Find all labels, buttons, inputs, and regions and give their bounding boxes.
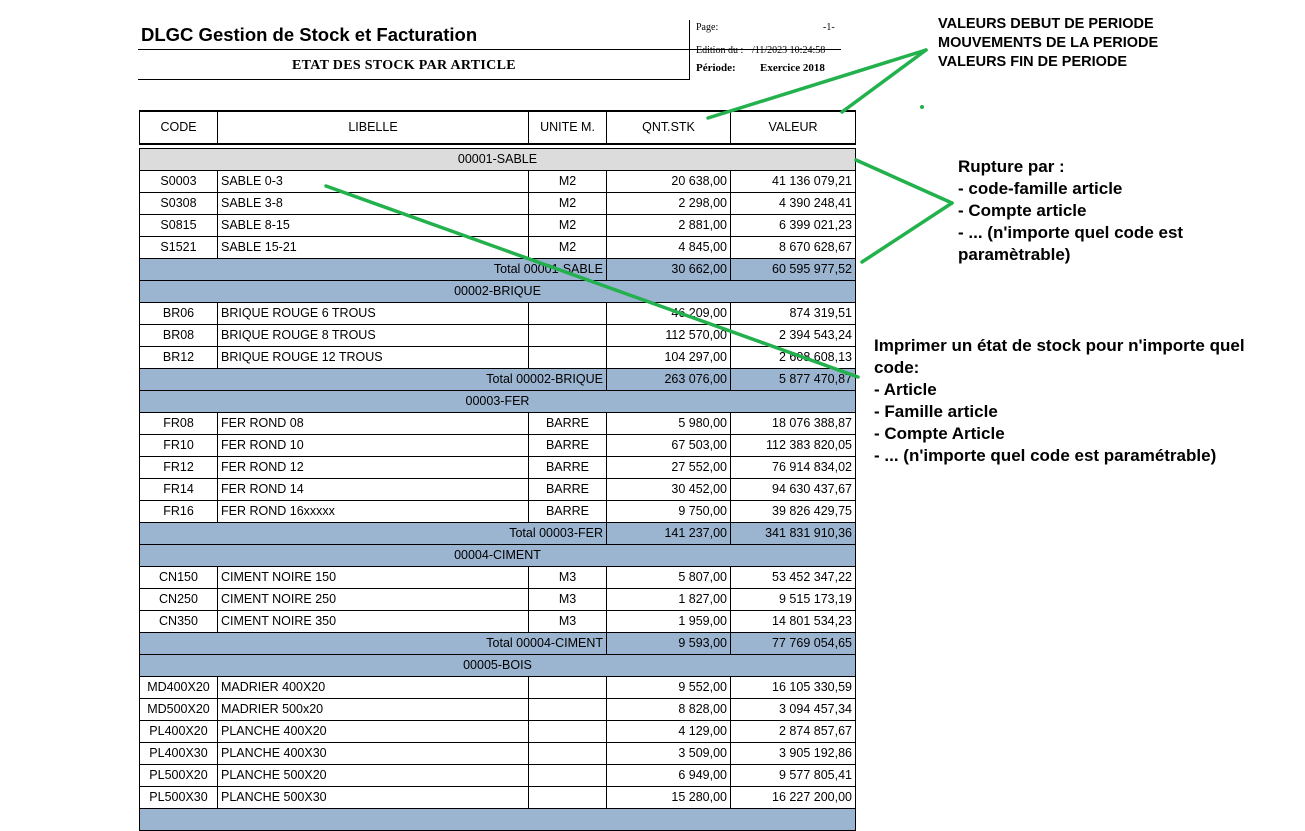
header-libelle: LIBELLE <box>218 111 529 144</box>
arrow-dot <box>920 105 924 109</box>
total-label: Total 00002-BRIQUE <box>140 369 607 391</box>
cell-qnt: 30 452,00 <box>607 479 731 501</box>
cell-qnt: 8 828,00 <box>607 699 731 721</box>
cell-valeur: 18 076 388,87 <box>731 413 856 435</box>
edition-date: /11/2023 10:24:58 <box>752 45 826 56</box>
cell-code: BR06 <box>140 303 218 325</box>
cell-unite: M2 <box>529 193 607 215</box>
cell-unite: BARRE <box>529 479 607 501</box>
cell-unite: M3 <box>529 567 607 589</box>
cell-libelle: MADRIER 500x20 <box>218 699 529 721</box>
cell-unite: M3 <box>529 589 607 611</box>
total-qnt: 141 237,00 <box>607 523 731 545</box>
group-label: 00005-BOIS <box>140 655 856 677</box>
cell-qnt: 2 298,00 <box>607 193 731 215</box>
cell-valeur: 94 630 437,67 <box>731 479 856 501</box>
total-qnt: 9 593,00 <box>607 633 731 655</box>
cell-code: PL400X30 <box>140 743 218 765</box>
cell-libelle: CIMENT NOIRE 250 <box>218 589 529 611</box>
cell-code: CN150 <box>140 567 218 589</box>
cell-code: S1521 <box>140 237 218 259</box>
total-valeur: 60 595 977,52 <box>731 259 856 281</box>
cell-qnt: 104 297,00 <box>607 347 731 369</box>
group-label: 00003-FER <box>140 391 856 413</box>
cell-qnt: 46 209,00 <box>607 303 731 325</box>
cell-libelle: SABLE 3-8 <box>218 193 529 215</box>
total-valeur: 341 831 910,36 <box>731 523 856 545</box>
cell-qnt: 2 881,00 <box>607 215 731 237</box>
cell-libelle: FER ROND 14 <box>218 479 529 501</box>
cell-code: FR16 <box>140 501 218 523</box>
cell-valeur: 3 905 192,86 <box>731 743 856 765</box>
header-code: CODE <box>140 111 218 144</box>
cell-unite: M2 <box>529 171 607 193</box>
cell-qnt: 6 949,00 <box>607 765 731 787</box>
cell-valeur: 16 105 330,59 <box>731 677 856 699</box>
cell-qnt: 4 129,00 <box>607 721 731 743</box>
cell-unite: BARRE <box>529 435 607 457</box>
group-label: 00004-CIMENT <box>140 545 856 567</box>
cell-libelle: BRIQUE ROUGE 6 TROUS <box>218 303 529 325</box>
cell-libelle: BRIQUE ROUGE 8 TROUS <box>218 325 529 347</box>
cell-qnt: 15 280,00 <box>607 787 731 809</box>
total-label: Total 00001-SABLE <box>140 259 607 281</box>
cell-libelle: FER ROND 16xxxxx <box>218 501 529 523</box>
cell-valeur: 53 452 347,22 <box>731 567 856 589</box>
annotation-line: - ... (n'importe quel code est <box>958 223 1184 242</box>
cell-code: FR08 <box>140 413 218 435</box>
cell-valeur: 4 390 248,41 <box>731 193 856 215</box>
cell-qnt: 112 570,00 <box>607 325 731 347</box>
cell-valeur: 8 670 628,67 <box>731 237 856 259</box>
total-label: Total 00003-FER <box>140 523 607 545</box>
page-number: -1- <box>823 22 835 33</box>
cell-qnt: 9 552,00 <box>607 677 731 699</box>
arrow-line-imprimer <box>326 186 858 377</box>
cell-qnt: 67 503,00 <box>607 435 731 457</box>
annotation-rupture <box>958 156 1183 266</box>
cell-libelle: MADRIER 400X20 <box>218 677 529 699</box>
annotation-valeurs <box>938 15 1158 72</box>
cell-qnt: 5 980,00 <box>607 413 731 435</box>
cell-libelle: SABLE 15-21 <box>218 237 529 259</box>
annotation-line: Imprimer un état de stock pour n'importe quel <box>874 336 1245 355</box>
cell-unite: M3 <box>529 611 607 633</box>
page-label: Page: <box>696 22 719 33</box>
cell-code: CN250 <box>140 589 218 611</box>
cell-valeur: 16 227 200,00 <box>731 787 856 809</box>
cell-libelle: PLANCHE 400X20 <box>218 721 529 743</box>
cell-libelle: PLANCHE 500X30 <box>218 787 529 809</box>
cell-valeur: 874 319,51 <box>731 303 856 325</box>
cell-code: PL500X30 <box>140 787 218 809</box>
annotation-line: - Compte Article <box>874 424 1005 443</box>
cell-libelle: FER ROND 10 <box>218 435 529 457</box>
annotation-line: - ... (n'importe quel code est paramétrable) <box>874 446 1217 465</box>
cell-valeur: 76 914 834,02 <box>731 457 856 479</box>
annotation-line: paramètrable) <box>958 245 1071 264</box>
annotation-imprimer <box>874 335 1245 467</box>
cell-libelle: BRIQUE ROUGE 12 TROUS <box>218 347 529 369</box>
group-label: 00002-BRIQUE <box>140 281 856 303</box>
arrow-line-valeur <box>842 50 926 112</box>
cell-libelle: SABLE 8-15 <box>218 215 529 237</box>
group-label: 00001-SABLE <box>140 149 856 171</box>
cell-code: MD400X20 <box>140 677 218 699</box>
cell-unite: BARRE <box>529 457 607 479</box>
cell-unite: M2 <box>529 237 607 259</box>
cell-code: MD500X20 <box>140 699 218 721</box>
app-title: DLGC Gestion de Stock et Facturation <box>141 24 478 45</box>
cell-valeur: 9 515 173,19 <box>731 589 856 611</box>
header-valeur: VALEUR <box>731 111 856 144</box>
cell-libelle: FER ROND 08 <box>218 413 529 435</box>
total-valeur: 77 769 054,65 <box>731 633 856 655</box>
periode-label: Période: <box>696 62 736 74</box>
cell-valeur: 2 394 543,24 <box>731 325 856 347</box>
cell-code: S0815 <box>140 215 218 237</box>
cell-qnt: 20 638,00 <box>607 171 731 193</box>
cell-code: FR14 <box>140 479 218 501</box>
cell-qnt: 27 552,00 <box>607 457 731 479</box>
annotation-line: MOUVEMENTS DE LA PERIODE <box>938 35 1159 51</box>
cell-qnt: 4 845,00 <box>607 237 731 259</box>
total-qnt: 263 076,00 <box>607 369 731 391</box>
cell-code: CN350 <box>140 611 218 633</box>
cell-libelle: PLANCHE 400X30 <box>218 743 529 765</box>
cell-valeur: 41 136 079,21 <box>731 171 856 193</box>
cell-code: S0003 <box>140 171 218 193</box>
arrow-line-rupture-top <box>856 160 952 203</box>
cell-unite: BARRE <box>529 501 607 523</box>
annotation-line: VALEURS FIN DE PERIODE <box>938 54 1128 70</box>
cell-qnt: 3 509,00 <box>607 743 731 765</box>
cell-libelle: FER ROND 12 <box>218 457 529 479</box>
annotation-line: VALEURS DEBUT DE PERIODE <box>938 16 1154 32</box>
total-label: Total 00004-CIMENT <box>140 633 607 655</box>
cell-valeur: 3 094 457,34 <box>731 699 856 721</box>
cell-code: S0308 <box>140 193 218 215</box>
cell-code: BR08 <box>140 325 218 347</box>
cell-code: PL500X20 <box>140 765 218 787</box>
cell-code: PL400X20 <box>140 721 218 743</box>
cell-code: FR12 <box>140 457 218 479</box>
cell-libelle: CIMENT NOIRE 150 <box>218 567 529 589</box>
cell-libelle: CIMENT NOIRE 350 <box>218 611 529 633</box>
annotation-line: Rupture par : <box>958 157 1065 176</box>
header-qnt: QNT.STK <box>607 111 731 144</box>
cell-valeur: 6 399 021,23 <box>731 215 856 237</box>
total-qnt: 30 662,00 <box>607 259 731 281</box>
cell-unite: BARRE <box>529 413 607 435</box>
arrow-line-rupture-bottom <box>862 203 952 262</box>
header-unite: UNITE M. <box>529 111 607 144</box>
cell-qnt: 1 827,00 <box>607 589 731 611</box>
cell-valeur: 112 383 820,05 <box>731 435 856 457</box>
cell-qnt: 9 750,00 <box>607 501 731 523</box>
annotation-line: code: <box>874 358 920 377</box>
annotation-line: - Article <box>874 380 937 399</box>
cell-valeur: 2 608 608,13 <box>731 347 856 369</box>
cell-qnt: 5 807,00 <box>607 567 731 589</box>
cell-code: BR12 <box>140 347 218 369</box>
annotation-line: - Famille article <box>874 402 998 421</box>
cell-unite: M2 <box>529 215 607 237</box>
cell-code: FR10 <box>140 435 218 457</box>
cell-libelle: PLANCHE 500X20 <box>218 765 529 787</box>
cell-valeur: 14 801 534,23 <box>731 611 856 633</box>
cell-qnt: 1 959,00 <box>607 611 731 633</box>
annotation-line: - code-famille article <box>958 179 1123 198</box>
document-title: ETAT DES STOCK PAR ARTICLE <box>292 58 516 73</box>
periode-value: Exercice 2018 <box>760 62 825 74</box>
cell-valeur: 2 874 857,67 <box>731 721 856 743</box>
edition-label: Edition du : <box>696 45 744 56</box>
total-valeur: 5 877 470,87 <box>731 369 856 391</box>
cell-valeur: 39 826 429,75 <box>731 501 856 523</box>
cell-libelle: SABLE 0-3 <box>218 171 529 193</box>
arrow-line-qnt <box>708 50 926 118</box>
annotation-line: - Compte article <box>958 201 1087 220</box>
cell-valeur: 9 577 805,41 <box>731 765 856 787</box>
